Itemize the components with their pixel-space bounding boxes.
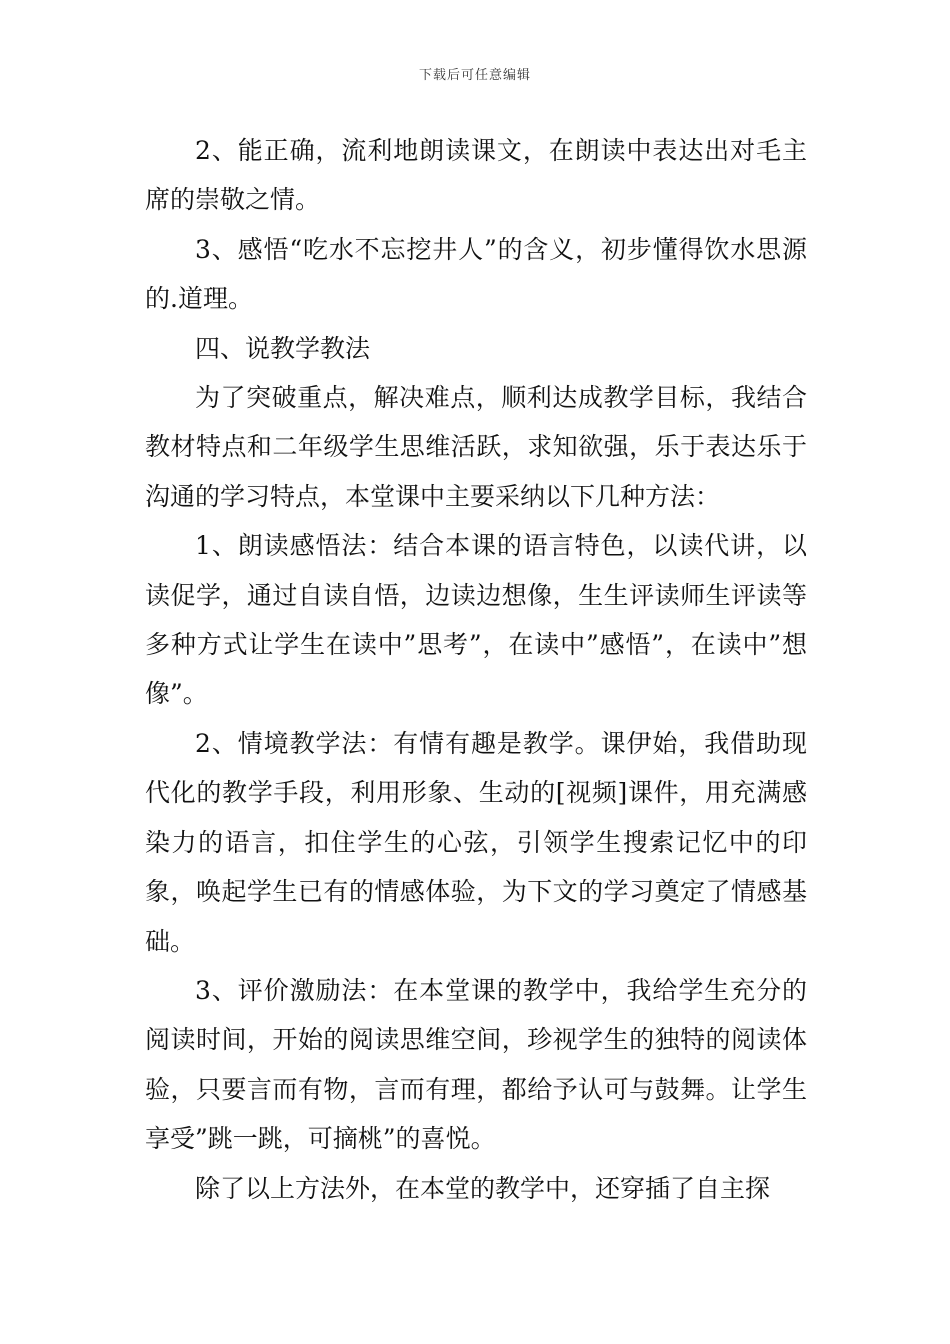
paragraph-goal-2: 2、能正确，流利地朗读课文，在朗读中表达出对毛主席的崇敬之情。 xyxy=(145,136,807,215)
paragraph-methods-intro: 为了突破重点，解决难点，顺利达成教学目标，我结合教材特点和二年级学生思维活跃，求知欲强，乐于表达乐于沟通的学习特点，本堂课中主要采纳以下几种方法： xyxy=(145,383,807,511)
paragraph-closing: 除了以上方法外，在本堂的教学中，还穿插了自主探 xyxy=(195,1173,771,1203)
paragraph-method-3: 3、评价激励法：在本堂课的教学中，我给学生充分的阅读时间，开始的阅读思维空间，珍视学生的独特的阅读体验，只要言而有物，言而有理，都给予认可与鼓舞。让学生享受”跳一跳，可摘桃”的喜悦。 xyxy=(145,975,807,1154)
paragraph-goal-3: 3、感悟“吃水不忘挖井人”的含义，初步懂得饮水思源的.道理。 xyxy=(145,234,807,314)
page-header: 下载后可任意编辑 xyxy=(418,68,531,83)
paragraph-method-2: 2、情境教学法：有情有趣是教学。课伊始，我借助现代化的教学手段，利用形象、生动的[视频]课件，用充满感染力的语言，扣住学生的心弦，引领学生搜索记忆中的印象，唤起学生已有的情感体验，为下文的学习奠定了情感基础。 xyxy=(145,728,807,956)
document-body xyxy=(145,126,807,1213)
section-heading-teaching-methods: 四、说教学教法 xyxy=(195,333,371,363)
paragraph-method-1: 1、朗读感悟法：结合本课的语言特色，以读代讲，以读促学，通过自读自悟，边读边想像，生生评读师生评读等多种方式让学生在读中”思考”，在读中”感悟”，在读中”想像”。 xyxy=(145,531,807,709)
